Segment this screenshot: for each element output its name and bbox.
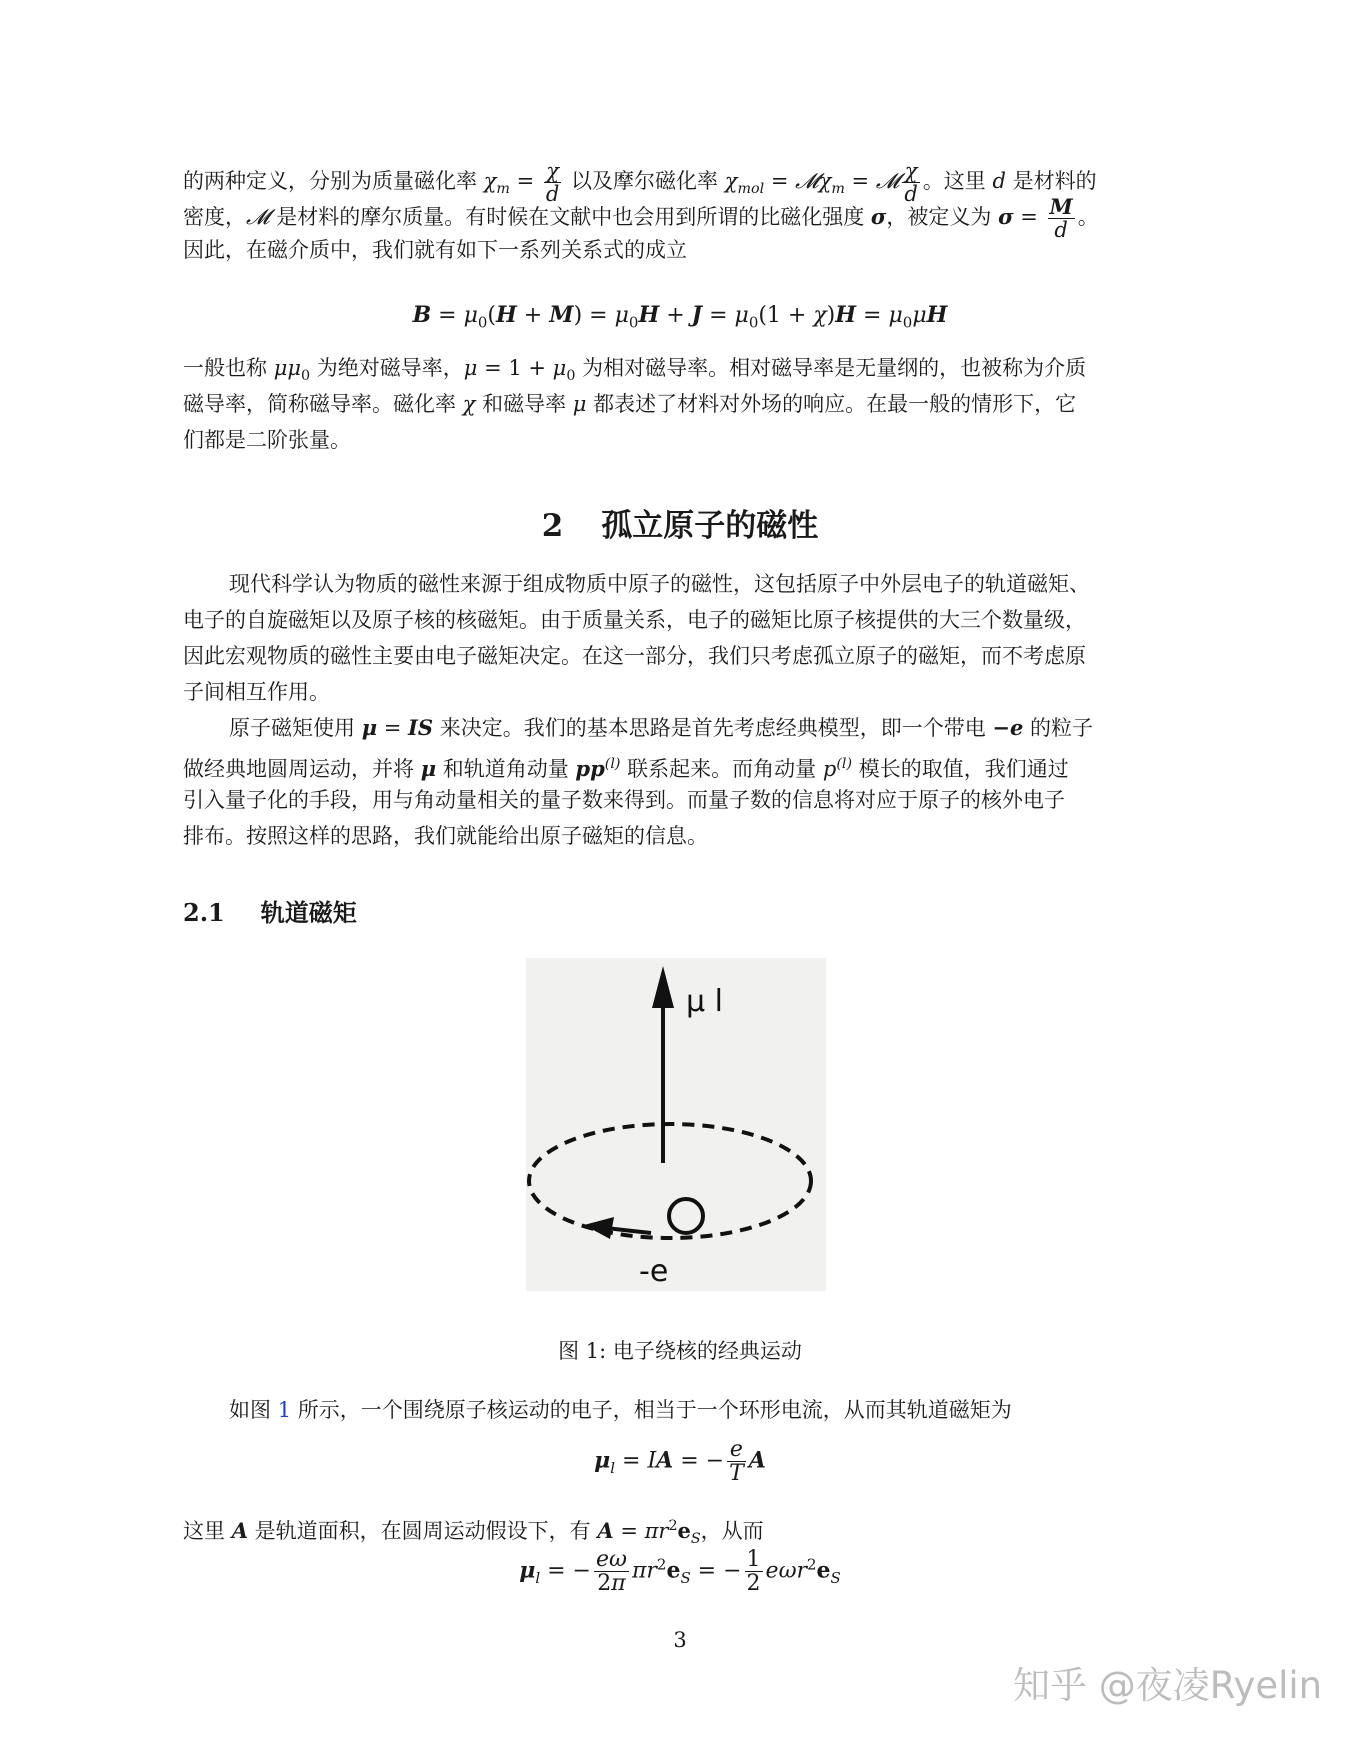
figure-reference-link[interactable]: 1 xyxy=(277,1398,292,1422)
moment-label: μ l xyxy=(686,984,723,1019)
figure-electron-orbit xyxy=(526,958,826,1291)
orbit-diagram xyxy=(526,958,826,1291)
paragraph-ring-current: 如图 1 所示，一个围绕原子核运动的电子，相当于一个环形电流，从而其轨道磁矩为 xyxy=(229,1398,1012,1422)
equation-orbital-moment-result: $\mu_l$ = − $\frac{e\omega}{2\pi}$ $\pi r^2e_S$ = − $\frac{1}{2}$ $e\omega r^2e_S$ xyxy=(519,1547,841,1597)
equation-b-field: $B = \mu_0(H + M) = \mu_0H + J = \mu_0(1 + \chi)H = \mu_0\mu H$ xyxy=(412,302,948,332)
paragraph-orbit-area: 这里 A 是轨道面积，在圆周运动假设下，有 $A = \pi r^2e_S$，从而 xyxy=(183,1518,764,1548)
electron xyxy=(669,1199,703,1233)
paragraph-classical-model: 原子磁矩使用 μ = IS 来决定。我们的基本思路是首先考虑经典模型，即一个带电 −e 的粒子 做经典地圆周运动，并将 μ 和轨道角动量 $pp^{(l)}$ 联系起来。而角动量 $p^{(l)}$ 模长的取值，我们通过 引入量子化的手段，用与角动量相关的量子数来得到。而量子数的信息将对应于原子的核外电子 排布。按照这样的思路，我们就能给出原子磁矩的信息。 xyxy=(183,715,1094,848)
subsection-heading: 2.1 轨道磁矩 xyxy=(183,898,357,927)
paragraph-susceptibility-definitions: 的两种定义，分别为质量磁化率 $\chi_m$ = $\frac{\chi}{d}$ 以及摩尔磁化率 $\chi_{mol}$ = 𝓜χ$_m$ = 𝓜 $\frac{\chi}{d}$ 。这里 d 是材料的 密度，𝓜 是材料的摩尔质量。有时候在文献中也会用到所谓的比磁化强度 σ，被定义为 σ = $\frac{M}{d}$ 。 因此，在磁介质中，我们就有如下一系列关系式的成立 xyxy=(183,159,1099,262)
page-number: 3 xyxy=(673,1628,687,1652)
paragraph-atomic-magnetism: 现代科学认为物质的磁性来源于组成物质中原子的磁性，这包括原子中外层电子的轨道磁矩、 电子的自旋磁矩以及原子核的核磁矩。由于质量关系，电子的磁矩比原子核提供的大三个数量级， 因此宏观物质的磁性主要由电子磁矩决定。在这一部分，我们只考虑孤立原子的磁矩，而不考虑原 子间相互作用。 xyxy=(183,572,1090,704)
electron-label: -e xyxy=(639,1254,669,1289)
watermark: 知乎 @夜凌Ryelin xyxy=(1013,1664,1323,1707)
paragraph-permeability: 一般也称 $\mu\mu_0$ 为绝对磁导率，$\mu = 1 + \mu_0$ 为相对磁导率。相对磁导率是无量纲的，也被称为介质 磁导率，简称磁导率。磁化率 χ 和磁导率 μ 都表述了材料对外场的响应。在最一般的情形下，它 们都是二阶张量。 xyxy=(183,356,1087,452)
figure-caption: 图 1: 电子绕核的经典运动 xyxy=(558,1339,802,1363)
equation-orbital-moment: $\mu_l$ = IA = − $\frac{e}{T}$ A xyxy=(594,1437,766,1487)
section-heading: 2 孤立原子的磁性 xyxy=(541,508,819,544)
arrowhead-icon xyxy=(652,966,674,1008)
